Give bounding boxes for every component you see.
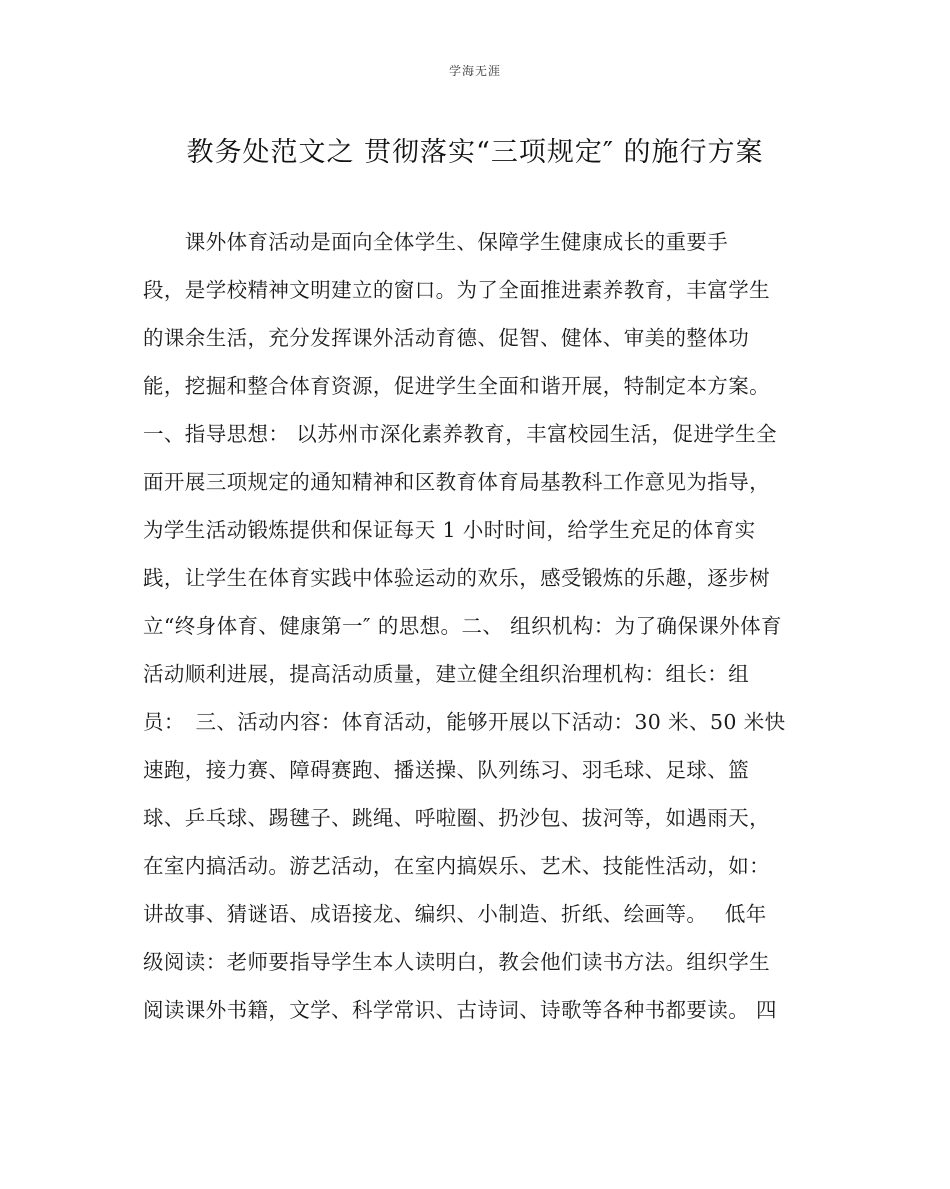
text-line: 球、乒乓球、踢毽子、跳绳、呼啦圈、扔沙包、拔河等，如遇雨天， (143, 806, 770, 830)
text-line: 面开展三项规定的通知精神和区教育体育局基教科工作意见为指导， (143, 470, 770, 494)
text-line: 段，是学校精神文明建立的窗口。为了全面推进素养教育，丰富学生 (143, 278, 770, 302)
text-line: 的课余生活，充分发挥课外活动育德、促智、健体、审美的整体功 (143, 326, 750, 350)
running-header: 学海无涯 (448, 64, 501, 78)
text-line: 为学生活动锻炼提供和保证每天 1 小时时间，给学生充足的体育实 (143, 518, 756, 542)
text-line: 级阅读：老师要指导学生本人读明白，教会他们读书方法。组织学生 (143, 950, 770, 974)
text-line: 讲故事、猜谜语、成语接龙、编织、小制造、折纸、绘画等。 低年 (143, 902, 767, 926)
document-title: 教务处范文之 贯彻落实“三项规定″ 的施行方案 (186, 137, 764, 168)
text-line: 践，让学生在体育实践中体验运动的欢乐，感受锻炼的乐趣，逐步树 (143, 566, 770, 590)
text-line: 在室内搞活动。游艺活动，在室内搞娱乐、艺术、技能性活动，如： (143, 854, 770, 878)
text-line: 立“终身体育、健康第一″ 的思想。二、 组织机构：为了确保课外体育 (143, 614, 782, 638)
text-line: 课外体育活动是面向全体学生、保障学生健康成长的重要手 (143, 230, 729, 254)
text-line: 能，挖掘和整合体育资源，促进学生全面和谐开展，特制定本方案。 (143, 374, 770, 398)
text-line: 一、指导思想： 以苏州市深化素养教育，丰富校园生活，促进学生全 (143, 422, 777, 446)
text-line: 员： 三、活动内容：体育活动，能够开展以下活动：30 米、50 米快 (143, 710, 786, 734)
body-text (143, 218, 813, 1034)
text-line: 速跑，接力赛、障碍赛跑、播送操、队列练习、羽毛球、足球、篮 (143, 758, 750, 782)
text-line: 阅读课外书籍，文学、科学常识、古诗词、诗歌等各种书都要读。 四 (143, 998, 777, 1022)
text-line: 活动顺利进展，提高活动质量，建立健全组织治理机构：组长：组 (143, 662, 750, 686)
